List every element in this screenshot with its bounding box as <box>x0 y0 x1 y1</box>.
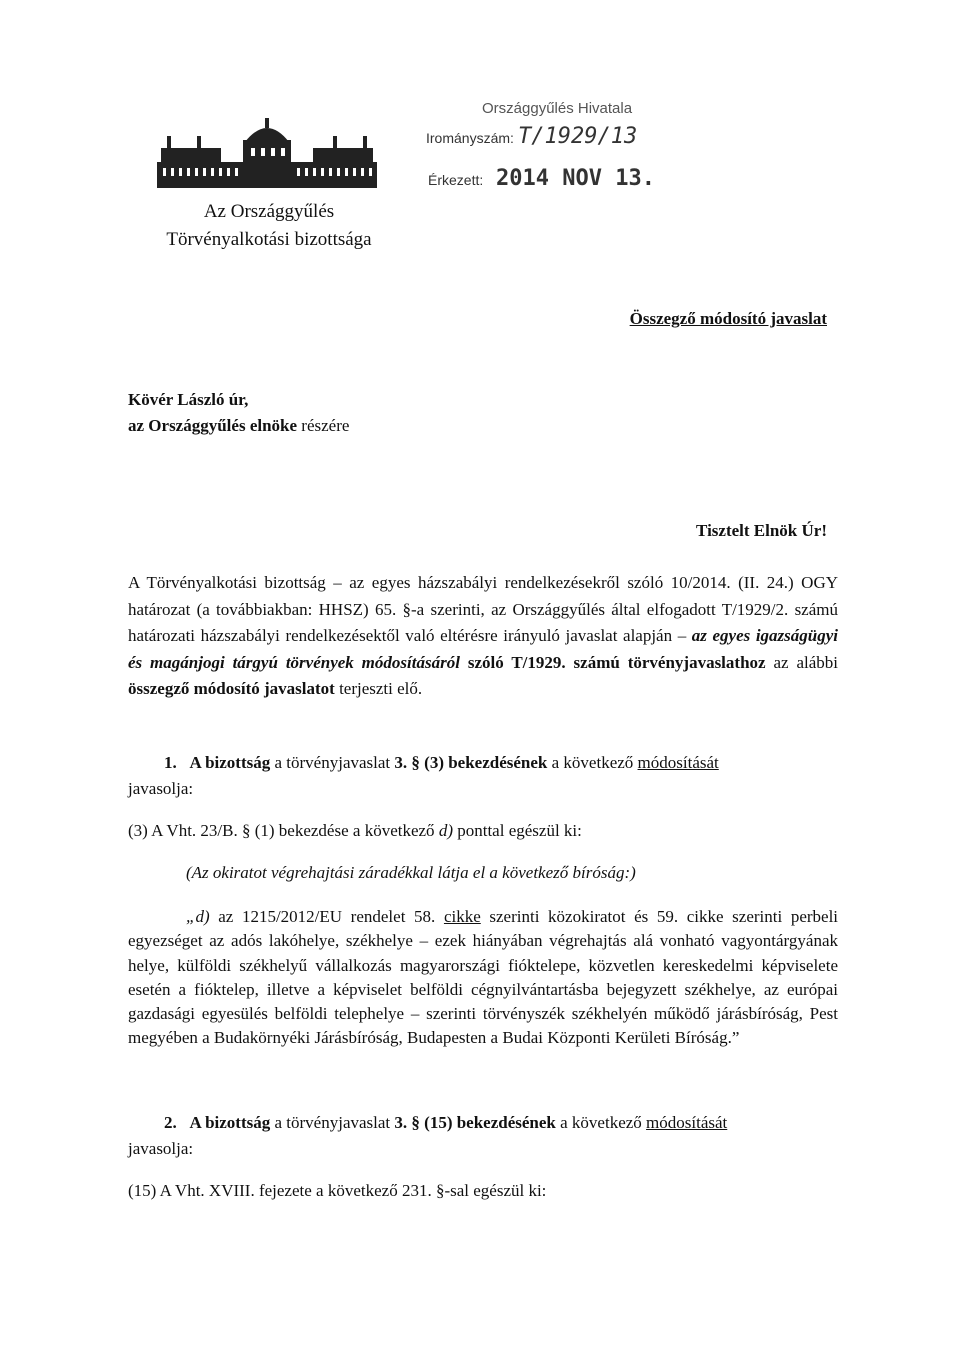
item-2-tail: javasolja: <box>128 1139 194 1158</box>
parliament-building-emblem <box>157 118 377 190</box>
item-1-subject: A bizottság <box>189 753 271 772</box>
addressee-tail: részére <box>301 416 350 435</box>
item-1-amendment-word: módosítását <box>637 753 719 772</box>
item-2-text-a: a törvényjavaslat <box>274 1113 391 1132</box>
addressee-title: az Országgyűlés elnöke <box>128 416 298 435</box>
stamp-iromanyszam-label: Irományszám: <box>426 130 514 146</box>
committee-line2: Törvényalkotási bizottsága <box>166 229 372 250</box>
item-1-quote-article: cikke <box>443 907 481 926</box>
item-2-text-b: a következő <box>560 1113 642 1132</box>
intro-text-1: A Törvényalkotási bizottság – az egyes házszabályi rendelkezésekről szóló 10/2014. (II. 24.) OGY határozat (a továbbiakban: HHSZ) 65. §-a szerinti, az Országgyűlés által elfogadott T/1929/2. számú határozati házszabályi rendelkezésektől való eltérésre irányuló javaslat alapján – <box>128 573 838 645</box>
item-1-section: 3. § (3) bekezdésének <box>394 753 548 772</box>
committee-line1: Az Országgyűlés <box>203 201 335 222</box>
intro-proposal: összegző módosító javaslatot <box>128 679 335 698</box>
item-2-heading <box>128 1110 838 1162</box>
intro-bill-number: szóló T/1929. számú törvényjavaslathoz <box>467 652 766 672</box>
item-2-number: 2. <box>164 1113 177 1132</box>
item-1-line1-b: ponttal egészül ki: <box>457 821 582 840</box>
stamp-iromanyszam-value: T/1929/13 <box>518 124 638 149</box>
committee-header <box>120 198 418 254</box>
item-2-section: 3. § (15) bekezdésének <box>394 1113 556 1132</box>
item-1-quote-point: „d) <box>186 907 210 926</box>
item-1-text-a: a törvényjavaslat <box>274 753 391 772</box>
item-2-amendment-word: módosítását <box>646 1113 728 1132</box>
item-1-line1 <box>128 818 838 844</box>
document-title: Összegző módosító javaslat <box>629 309 827 328</box>
intro-paragraph <box>128 570 838 703</box>
item-2-subject: A bizottság <box>189 1113 271 1132</box>
intro-text-3: terjeszti elő. <box>339 679 423 698</box>
item-1-line1-a: (3) A Vht. 23/B. § (1) bekezdése a következő <box>128 821 435 840</box>
item-1-quote-a: az 1215/2012/EU rendelet 58. <box>218 907 436 926</box>
addressee <box>128 387 628 439</box>
salutation: Tisztelt Elnök Úr! <box>696 521 827 540</box>
item-1-tail: javasolja: <box>128 779 194 798</box>
item-1-quote <box>128 905 838 1051</box>
registry-stamp <box>426 100 658 220</box>
stamp-office: Országgyűlés Hivatala <box>482 100 633 117</box>
intro-bill-title: az egyes igazságügyi és magánjogi tárgyú törvények módosításáról <box>128 626 839 672</box>
item-1-text-b: a következő <box>551 753 634 772</box>
intro-text-2: az alábbi <box>773 652 839 672</box>
item-1-line1-point: d) <box>438 821 453 840</box>
addressee-name: Kövér László úr, <box>128 390 249 409</box>
item-2-line1: (15) A Vht. XVIII. fejezete a következő 231. §-sal egészül ki: <box>128 1181 547 1200</box>
item-1-quote-b: szerinti közokiratot és 59. cikke szerinti perbeli egyezséget az adós lakóhelye, székhelye – ezek hiányában végrehajtás alá vonható vagyontárgyának helye, külföldi székhelyű vállalkozás magyarországi fióktelepe, közvetlen kereskedelmi képviselete esetén a fióktelep, illetve a képviselet belföldi cégnyilvántartásba bejegyzett székhelye, az európai gazdasági egyesülés belföldi telephelye – szerinti törvényszék székhelyén működő járásbíróság, Pest megyében a Budakörnyéki Járásbíróság, Budapesten a Budai Központi Kerületi Bíróság.” <box>128 907 839 1048</box>
stamp-erkezett-label: Érkezett: <box>428 172 484 188</box>
item-1-context: (Az okiratot végrehajtási záradékkal látja el a következő bíróság:) <box>186 863 636 882</box>
item-1-heading <box>128 750 838 802</box>
stamp-erkezett-value: 2014 NOV 13. <box>496 166 655 191</box>
item-1-number: 1. <box>164 753 177 772</box>
